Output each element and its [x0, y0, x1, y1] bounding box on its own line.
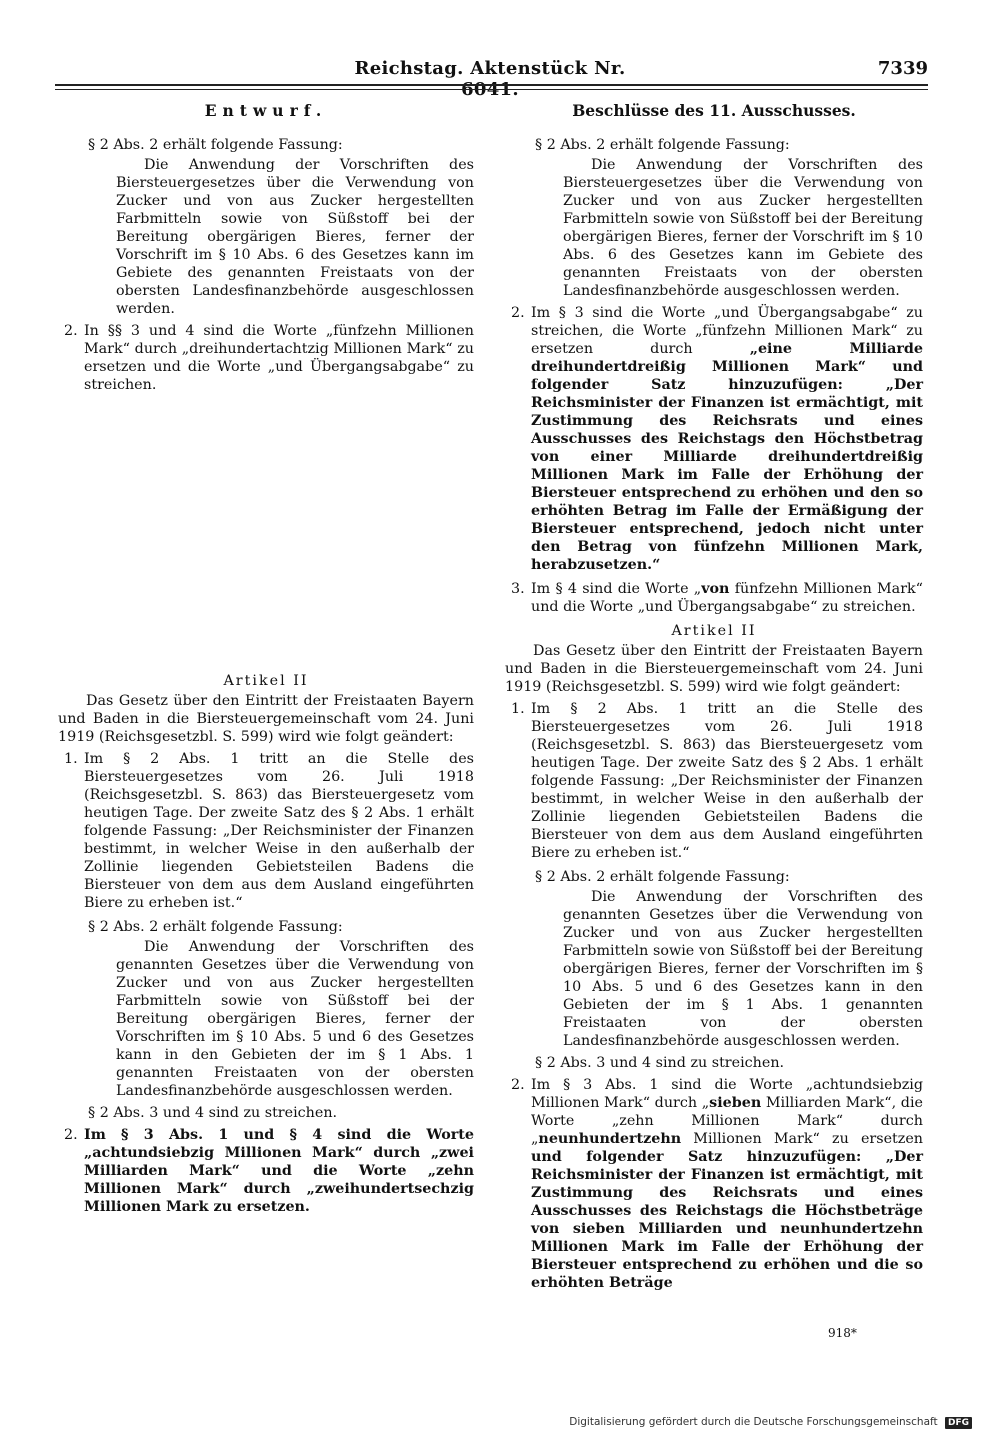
item-text-amendment: von	[701, 581, 730, 597]
item-number: 3.	[511, 581, 525, 597]
left-a1-sub-paragraph: Die Anwendung der Vorschriften des genannten Gesetzes über die Verwendung von Zucker und von aus Zucker hergestellten Farbmitteln sowie von Süßstoff bei der Bereitung obergärigen Bieres, ferner der Vorschriften im § 10 Abs. 5 und 6 des Gesetzes kann in den Gebieten der im § 1 Abs. 1 genannten Freistaaten von der obersten Landesfinanzbehörde ausgeschlossen werden.	[116, 939, 474, 1099]
right-item-3	[505, 580, 923, 616]
right-a1-sub-end: § 2 Abs. 3 und 4 sind zu streichen.	[535, 1055, 785, 1071]
right-column	[505, 102, 923, 1298]
dfg-credit-text: Digitalisierung gefördert durch die Deutsche Forschungsgemeinschaft	[569, 1416, 938, 1428]
item-number: 1.	[64, 751, 78, 767]
right-article-2-item-2	[505, 1076, 923, 1292]
left-a1-sub-text	[58, 938, 474, 1100]
right-block1-text	[505, 156, 923, 300]
item-text-amendment: und folgender Satz hinzuzufügen: „Der Reichsminister der Finanzen ist ermächtigt, mit Zustimmung des Reichsrats und eines Ausschusses des Reichstags die Höchstbeträge von sieben Milliarden und neunhundertzehn Millionen Mark im Falle der Erhöhung der Biersteuer entsprechend zu erhöhen und die so erhöhten Beträge	[531, 1149, 923, 1291]
item-number: 2.	[511, 305, 525, 321]
left-article-2-item-2	[58, 1126, 474, 1216]
left-column-title: Entwurf.	[204, 101, 328, 120]
left-column	[58, 102, 474, 1222]
item-text: Im § 3 Abs. 1 und § 4 sind die Worte „achtundsiebzig Millionen Mark“ durch „zwei Milliarden Mark“ und die Worte „zehn Millionen Mark“ durch „zweihundertsechzig Millionen Mark zu ersetzen.	[84, 1127, 474, 1215]
left-a1-sub-heading: § 2 Abs. 2 erhält folgende Fassung:	[88, 919, 343, 935]
dfg-credit	[569, 1416, 972, 1429]
right-column-title: Beschlüsse des 11. Ausschusses.	[572, 101, 856, 120]
right-article-2-item-1	[505, 700, 923, 862]
left-article-2-title: Artikel II	[223, 673, 309, 689]
item-text-amendment: „eine Milliarde dreihundertdreißig Millionen Mark“ und folgender Satz hinzuzufügen: „Der Reichsminister der Finanzen ist ermächtigt, mit Zustimmung des Reichsrats und eines Ausschusses des Reichstags den Höchstbetrag von einer Milliarde dreihundertdreißig Millionen Mark im Falle der Erhöhung der Biersteuer entsprechend zu erhöhen und den so erhöhten Betrag im Falle der Ermäßigung der Biersteuer entsprechend, jedoch nicht unter den Betrag von fünfzehn Millionen Mark, herabzusetzen.“	[531, 341, 923, 573]
header-rule-thin	[55, 89, 928, 90]
right-a1-sub-heading: § 2 Abs. 2 erhält folgende Fassung:	[535, 869, 790, 885]
item-text-plain: Im § 4 sind die Worte „	[531, 581, 702, 597]
header-rule	[55, 84, 928, 86]
right-article-2-title: Artikel II	[671, 623, 757, 639]
item-text-plain: Millionen Mark“ zu ersetzen	[681, 1131, 923, 1147]
signature-number: 918*	[828, 1326, 857, 1340]
item-number: 1.	[511, 701, 525, 717]
item-number: 2.	[511, 1077, 525, 1093]
left-block1-heading: § 2 Abs. 2 erhält folgende Fassung:	[88, 137, 343, 153]
left-article-2-item-1	[58, 750, 474, 912]
left-block1-text	[58, 156, 474, 318]
dfg-logo-icon: DFG	[945, 1417, 972, 1429]
right-a1-sub-text	[505, 888, 923, 1050]
item-text-amendment: neunhundertzehn	[538, 1131, 682, 1147]
item-text: Im § 2 Abs. 1 tritt an die Stelle des Biersteuergesetzes vom 26. Juli 1918 (Reichsgesetzbl. S. 863) das Biersteuergesetz vom heutigen Tage. Der zweite Satz des § 2 Abs. 1 erhält folgende Fassung: „Der Reichsminister der Finanzen bestimmt, in welcher Weise in den außerhalb der Zollinie liegenden Gebietsteilen Badens die Biersteuer von dem aus dem Ausland eingeführten Biere zu erheben ist.“	[84, 751, 474, 911]
page-number: 7339	[877, 58, 928, 79]
left-item-2	[58, 322, 474, 394]
left-article-2-intro: Das Gesetz über den Eintritt der Freistaaten Bayern und Baden in die Biersteuergemeinschaft vom 24. Juni 1919 (Reichsgesetzbl. S. 599) wird wie folgt geändert:	[58, 693, 474, 745]
right-block1-heading: § 2 Abs. 2 erhält folgende Fassung:	[535, 137, 790, 153]
item-text: In §§ 3 und 4 sind die Worte „fünfzehn Millionen Mark“ durch „dreihundertachtzig Millionen Mark“ zu ersetzen und die Worte „und Übergangsabgabe“ zu streichen.	[84, 323, 474, 393]
left-spacer	[58, 400, 474, 672]
item-text-plain: Milliarden Mark“, die Worte „zehn Millionen Mark“ durch „	[531, 1095, 923, 1147]
item-text-plain: Im § 3 Abs. 1 sind die Worte „achtundsiebzig Millionen Mark“ durch „	[531, 1077, 923, 1111]
right-item-2	[505, 304, 923, 574]
page-header-title: Reichstag. Aktenstück Nr. 6041.	[354, 58, 626, 100]
right-a1-sub-paragraph: Die Anwendung der Vorschriften des genannten Gesetzes über die Verwendung von Zucker und von aus Zucker hergestellten Farbmitteln sowie von Süßstoff bei der Bereitung obergärigen Bieres, ferner der Vorschriften im § 10 Abs. 5 und 6 des Gesetzes kann in den Gebieten der im § 1 Abs. 1 genannten Freistaaten von der obersten Landesfinanzbehörde ausgeschlossen werden.	[563, 889, 923, 1049]
right-article-2-intro: Das Gesetz über den Eintritt der Freistaaten Bayern und Baden in die Biersteuergemeinschaft vom 24. Juni 1919 (Reichsgesetzbl. S. 599) wird wie folgt geändert:	[505, 643, 923, 695]
item-number: 2.	[64, 1127, 78, 1143]
item-text-plain-end: fünfzehn Millionen Mark“ und die Worte „und Übergangsabgabe“ zu streichen.	[531, 581, 923, 615]
item-text-amendment: sieben	[709, 1095, 762, 1111]
item-number: 2.	[64, 323, 78, 339]
left-block1-paragraph: Die Anwendung der Vorschriften des Biersteuergesetzes über die Verwendung von Zucker und von aus Zucker hergestellten Farbmitteln sowie von Süßstoff bei der Bereitung obergärigen Bieres, ferner der Vorschrift im § 10 Abs. 6 des Gesetzes kann im Gebiete des genannten Freistaats von der obersten Landesfinanzbehörde ausgeschlossen werden.	[116, 157, 474, 317]
item-text-plain: Im § 3 sind die Worte „und Übergangsabgabe“ zu streichen, die Worte „fünfzehn Millionen Mark“ zu ersetzen durch	[531, 305, 923, 357]
right-block1-paragraph: Die Anwendung der Vorschriften des Biersteuergesetzes über die Verwendung von Zucker und von aus Zucker hergestellten Farbmitteln sowie von Süßstoff bei der Bereitung obergärigen Bieres, ferner der Vorschrift im § 10 Abs. 6 des Gesetzes kann im Gebiete des genannten Freistaats von der obersten Landesfinanzbehörde ausgeschlossen werden.	[563, 157, 923, 299]
item-text: Im § 2 Abs. 1 tritt an die Stelle des Biersteuergesetzes vom 26. Juli 1918 (Reichsgesetzbl. S. 863) das Biersteuergesetz vom heutigen Tage. Der zweite Satz des § 2 Abs. 1 erhält folgende Fassung: „Der Reichsminister der Finanzen bestimmt, in welcher Weise in den außerhalb der Zollinie liegenden Gebietsteilen Badens die Biersteuer von dem aus dem Ausland eingeführten Biere zu erheben ist.“	[531, 701, 923, 861]
left-a1-sub-end: § 2 Abs. 3 und 4 sind zu streichen.	[88, 1105, 338, 1121]
